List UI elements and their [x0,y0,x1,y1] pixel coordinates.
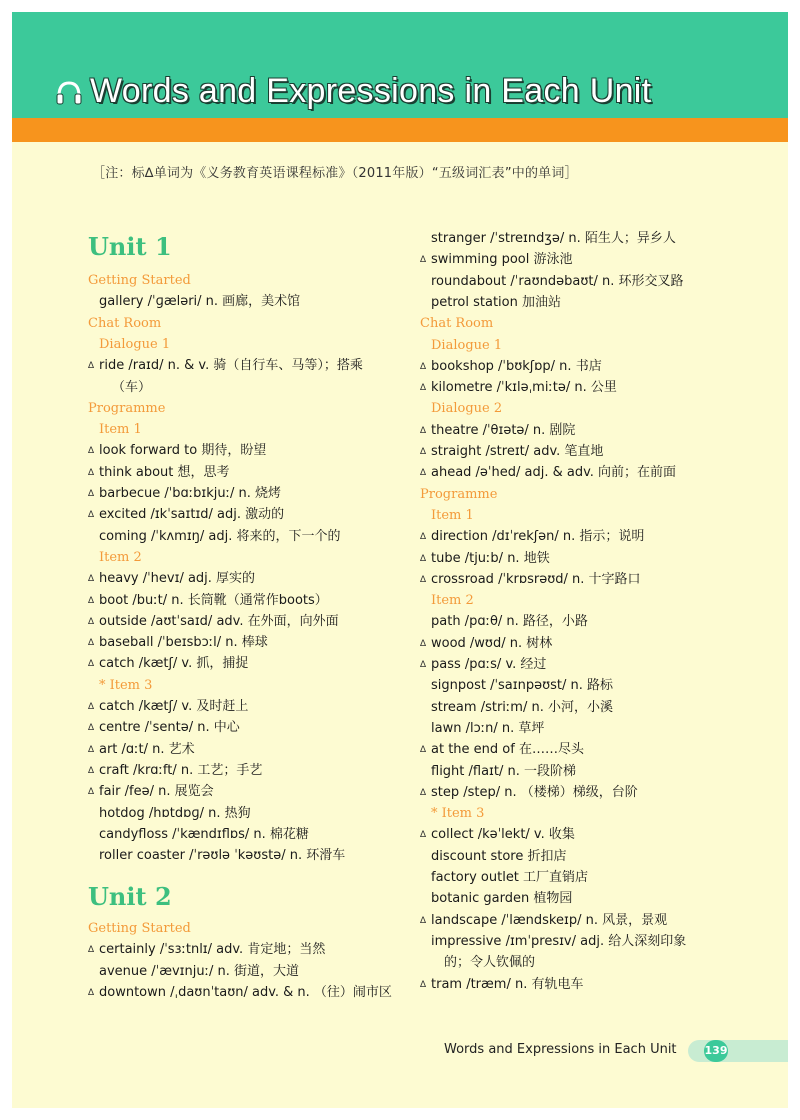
level-five-triangle-icon: ∆ [88,659,95,670]
textbook-page [12,12,788,1108]
vocabulary-entry [420,913,667,929]
entry-text: landscape /ˈlændskeɪp/ n. 风景，景观 [431,912,668,928]
vocabulary-entry [88,784,214,800]
section-heading: Chat Room [88,315,162,331]
section-heading: Chat Room [420,316,494,332]
vocabulary-entry [88,614,339,630]
level-five-triangle-icon: ∆ [420,468,427,479]
level-five-triangle-icon: ∆ [88,446,95,457]
entry-text: straight /streɪt/ adv. 笔直地 [431,444,604,459]
vocabulary-entry [420,252,572,268]
level-five-triangle-icon: ∆ [420,660,427,670]
vocabulary-entry [88,507,284,523]
level-five-triangle-icon: ∆ [420,745,427,756]
vocabulary-entry [88,529,341,545]
entry-text: petrol station 加油站 [431,294,561,310]
vocabulary-entry [88,358,363,374]
entry-text: at the end of 在……尽头 [431,742,584,758]
level-five-triangle-icon: ∆ [88,467,95,478]
level-five-triangle-icon: ∆ [420,255,427,266]
vocabulary-entry [420,742,584,758]
entry-text: kilometre /ˈkɪləˌmiːtə/ n. 公里 [431,380,617,396]
unit-1-heading: Unit 1 [88,232,172,261]
entry-text: ride /raɪd/ n. & v. 骑（自行车、马等）；搭乘 [99,358,363,374]
vocabulary-entry [420,380,617,396]
section-heading: Programme [88,400,166,416]
vocabulary-entry [88,964,299,980]
entry-continuation: （车） [112,379,152,395]
entry-text: tram /træm/ n. 有轨电车 [431,976,584,992]
entry-text: theatre /ˈθɪətə/ n. 剧院 [431,422,576,438]
section-heading: Programme [420,486,498,502]
entry-text: boot /buːt/ n. 长筒靴（通常作boots） [99,592,328,608]
vocabulary-entry [88,593,328,609]
subsection-heading: Dialogue 2 [431,401,503,417]
entry-text: impressive /ɪmˈpresɪv/ adj. 给人深刻印象 [431,933,687,949]
level-five-triangle-icon: ∆ [88,945,95,956]
level-five-triangle-icon: ∆ [88,723,95,734]
vocabulary-entry [420,977,583,993]
vocabulary-entry [88,294,300,310]
level-five-triangle-icon: ∆ [420,979,427,990]
vocabulary-entry [420,891,572,907]
header-stripe [12,118,788,142]
vocabulary-entry [420,614,588,630]
entry-text: collect /kəˈlekt/ v. 收集 [431,827,575,843]
vocabulary-entry [420,657,546,673]
entry-text: heavy /ˈhevɪ/ adj. 厚实的 [99,571,256,587]
vocabulary-entry [420,678,613,694]
entry-text: gallery /ˈɡæləri/ n. 画廊，美术馆 [99,294,301,310]
entry-text: discount store 折扣店 [431,848,567,864]
subsection-heading: Item 2 [431,593,474,609]
level-five-triangle-icon: ∆ [88,787,95,798]
entry-text: catch /kætʃ/ v. 抓，捕捉 [99,656,249,672]
vocabulary-entry [420,551,550,567]
level-five-triangle-icon: ∆ [88,510,95,521]
level-five-triangle-icon: ∆ [420,638,427,649]
level-five-triangle-icon: ∆ [88,361,95,372]
vocabulary-entry [88,848,345,864]
vocabulary-entry [88,443,266,459]
entry-text: art /ɑːt/ n. 艺术 [99,741,195,757]
entry-text: coming /ˈkʌmɪŋ/ adj. 将来的，下一个的 [99,528,341,544]
page-number: 139 [704,1040,728,1062]
entry-text: centre /ˈsentə/ n. 中心 [99,720,240,736]
level-five-triangle-icon: ∆ [88,616,95,627]
vocabulary-entry [88,465,230,481]
level-five-triangle-icon: ∆ [88,574,95,585]
level-five-triangle-icon: ∆ [88,595,95,606]
entry-text: avenue /ˈævɪnjuː/ n. 街道，大道 [99,963,299,979]
vocabulary-entry [420,423,575,439]
entry-text: flight /flaɪt/ n. 一段阶梯 [431,763,576,779]
entry-text: think about 想，思考 [99,464,230,480]
entry-text: candyfloss /ˈkændɪflɒs/ n. 棉花糖 [99,826,309,842]
vocabulary-entry [420,274,684,290]
entry-text: stranger /ˈstreɪndʒə/ n. 陌生人；异乡人 [431,231,676,246]
vocabulary-entry [88,699,248,715]
entry-text: hotdog /hɒtdɒɡ/ n. 热狗 [99,805,251,821]
footer-title: Words and Expressions in Each Unit [444,1042,677,1057]
level-five-triangle-icon: ∆ [420,553,427,564]
headphones-icon [54,78,84,108]
vocabulary-entry [88,656,248,672]
level-five-triangle-icon: ∆ [420,574,427,585]
subsection-heading: * Item 3 [99,677,153,693]
entry-text: botanic garden 植物园 [431,891,573,907]
vocabulary-entry [88,827,309,843]
vocabulary-entry [420,785,638,801]
vocabulary-entry [420,444,603,460]
vocabulary-entry [420,529,644,545]
vocabulary-entry [420,465,676,481]
entry-text: factory outlet 工厂直销店 [431,870,589,885]
vocabulary-entry [420,295,561,311]
vocabulary-entry [420,231,676,247]
section-heading: Getting Started [88,921,191,936]
vocabulary-entry [88,486,281,502]
vocabulary-entry [420,934,686,950]
vocabulary-entry [420,849,566,865]
entry-text: direction /dɪˈrekʃən/ n. 指示；说明 [431,529,645,545]
entry-text: excited /ɪkˈsaɪtɪd/ adj. 激动的 [99,507,285,523]
entry-text: step /step/ n. （楼梯）梯级，台阶 [431,784,638,800]
entry-text: pass /pɑːs/ v. 经过 [431,657,547,672]
entry-text: fair /feə/ n. 展览会 [99,784,214,800]
entry-text: downtown /ˌdaʊnˈtaʊn/ adv. & n. （往）闹市区 [99,984,392,1000]
entry-text: catch /kætʃ/ v. 及时赶上 [99,699,249,714]
entry-text: path /pɑːθ/ n. 路径，小路 [431,614,588,630]
entry-text: craft /krɑːft/ n. 工艺；手艺 [99,762,263,778]
level-five-triangle-icon: ∆ [420,383,427,394]
subsection-heading: Item 1 [431,507,474,523]
subsection-heading: Dialogue 1 [431,337,503,353]
entry-text: barbecue /ˈbɑːbɪkjuː/ n. 烧烤 [99,486,282,501]
entry-text: signpost /ˈsaɪnpəʊst/ n. 路标 [431,678,614,694]
entry-text: ahead /əˈhed/ adj. & adv. 向前；在前面 [431,465,677,481]
entry-text: roller coaster /ˈrəʊlə ˈkəʊstə/ n. 环滑车 [99,848,346,864]
entry-text: stream /striːm/ n. 小河，小溪 [431,699,613,715]
page-title: Words and Expressions in Each Unit [90,72,652,110]
vocabulary-entry [420,870,588,886]
entry-text: tube /tjuːb/ n. 地铁 [431,550,550,566]
entry-text: lawn /lɔːn/ n. 草坪 [431,720,545,736]
entry-text: wood /wʊd/ n. 树林 [431,635,553,651]
vocabulary-entry [420,764,576,780]
vocabulary-entry [420,721,544,737]
subsection-heading: * Item 3 [431,806,485,822]
level-five-triangle-icon: ∆ [420,915,427,926]
subsection-heading: Item 2 [99,549,142,565]
entry-text: certainly /ˈsɜːtnlɪ/ adv. 肯定地；当然 [99,942,326,958]
level-five-triangle-icon: ∆ [88,987,95,998]
section-heading: Getting Started [88,273,191,288]
unit-2-heading: Unit 2 [88,882,172,911]
level-five-triangle-icon: ∆ [420,532,427,543]
level-five-triangle-icon: ∆ [420,830,427,841]
vocabulary-entry [88,763,262,779]
level-five-triangle-icon: ∆ [420,787,427,798]
entry-text: look forward to 期待，盼望 [99,443,267,459]
subsection-heading: Item 1 [99,422,142,438]
vocabulary-entry [420,359,602,375]
subsection-heading: Dialogue 1 [99,336,171,352]
entry-text: bookshop /ˈbʊkʃɒp/ n. 书店 [431,358,602,374]
footer-bar [688,1040,788,1062]
entry-text: baseball /ˈbeɪsbɔːl/ n. 棒球 [99,635,268,651]
level-five-triangle-icon: ∆ [88,744,95,755]
level-five-triangle-icon: ∆ [88,638,95,649]
vocabulary-entry [88,720,240,736]
level-five-triangle-icon: ∆ [420,361,427,372]
vocabulary-entry [420,700,613,716]
vocabulary-entry [88,806,251,822]
level-five-triangle-icon: ∆ [88,765,95,776]
level-five-triangle-icon: ∆ [420,447,427,457]
level-five-triangle-icon: ∆ [88,489,95,499]
entry-continuation: 的；令人钦佩的 [444,955,536,971]
entry-text: outside /aʊtˈsaɪd/ adv. 在外面，向外面 [99,613,339,629]
vocabulary-entry [420,636,552,652]
vocabulary-entry [420,572,641,588]
level-five-triangle-icon: ∆ [420,425,427,436]
vocabulary-entry [88,742,195,758]
vocabulary-entry [88,985,392,1001]
entry-text: swimming pool 游泳池 [431,252,573,268]
vocabulary-entry [88,635,268,651]
entry-text: crossroad /ˈkrɒsrəʊd/ n. 十字路口 [431,571,641,587]
vocabulary-entry [420,827,575,843]
footnote-note: ［注：标∆单词为《义务教育英语课程标准》（2011年版）“五级词汇表”中的单词］ [92,166,578,181]
vocabulary-entry [88,942,325,958]
entry-text: roundabout /ˈraʊndəbaʊt/ n. 环形交叉路 [431,273,684,289]
vocabulary-entry [88,571,255,587]
level-five-triangle-icon: ∆ [88,702,95,712]
